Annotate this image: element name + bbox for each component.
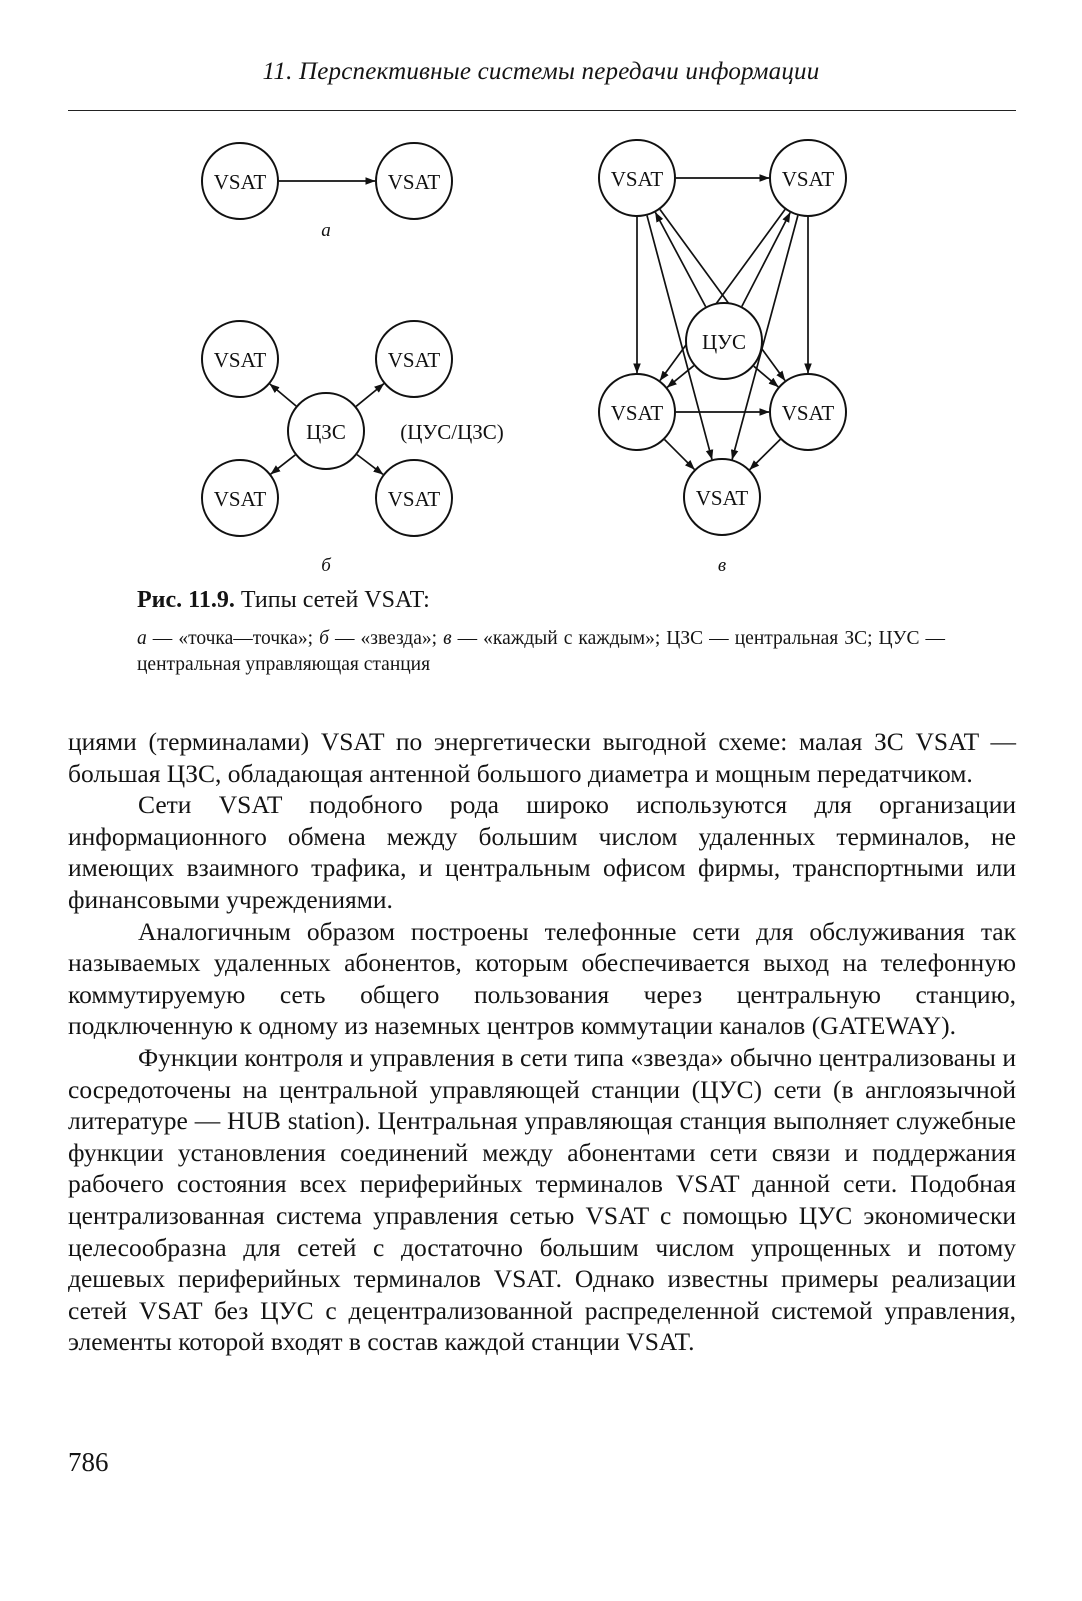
paragraph: Функции контроля и управления в сети типа «звезда» обычно централизованы и сосредоточены на центральной управляющей станции (ЦУС) сети (в англоязычной литературе — HUB station). Центральная управляющая станция выполняет служебные функции установления соединений между абонентами сети связи и поддержания рабочего состояния всех периферийных терминалов VSAT данной сети. Подобная централизованная система управления сетью VSAT с помощью ЦУС экономически целесообразна для сетей с достаточно большим числом упрощенных и потому дешевых периферийных терминалов VSAT. Однако известны примеры реализации сетей VSAT без ЦУС с децентрализованной распределенной системой управления, элементы которой входят в состав каждой станции VSAT.	[68, 1042, 1016, 1357]
figure-caption-legend	[137, 626, 945, 678]
connection-arrow	[270, 384, 296, 406]
connection-arrow	[754, 366, 778, 387]
hub-alt-label: (ЦУС/ЦЗС)	[400, 420, 504, 444]
station-label: VSAT	[781, 167, 835, 191]
paragraph: Аналогичным образом построены телефонные сети для обслуживания так называемых удаленных абонентов, которым обеспечивается выход на телефонную коммутируемую сеть общего пользования через центральную станцию, подключенную к одному из наземных центров коммутации каналов (GATEWAY).	[68, 916, 1016, 1041]
station-node	[684, 459, 760, 535]
station-label: VSAT	[610, 401, 664, 425]
figure-title: Типы сетей VSAT:	[240, 587, 430, 613]
legend-text-a: — «точка—точка»;	[146, 628, 320, 649]
station-node	[202, 321, 278, 397]
page-number: 786	[68, 1447, 109, 1477]
station-label: VSAT	[387, 487, 441, 511]
station-label: VSAT	[213, 487, 267, 511]
station-label: ЦУС	[701, 330, 747, 354]
legend-text-b: — «звезда»;	[328, 628, 444, 649]
running-header: 11. Перспективные системы передачи информации	[262, 58, 820, 85]
station-node	[202, 460, 278, 536]
panel-label-a: а	[321, 220, 331, 241]
connection-arrow	[356, 384, 384, 407]
station-label: VSAT	[695, 486, 749, 510]
connection-arrow	[750, 439, 781, 469]
body-text	[68, 726, 1016, 1358]
legend-letter-a: а	[137, 628, 147, 649]
paragraph: циями (терминалами) VSAT по энергетически выгодной схеме: малая ЗС VSAT — большая ЦЗС, обладающая антенной большого диаметра и мощным передатчиком.	[68, 727, 1016, 788]
figure-number: Рис. 11.9.	[137, 587, 235, 613]
station-node	[376, 143, 452, 219]
station-label: VSAT	[387, 348, 441, 372]
station-node	[770, 374, 846, 450]
legend-text-c: — «каждый с каждым»; ЦЗС — центральная ЗС; ЦУС — центральная управляющая станция	[137, 628, 945, 675]
station-label: ЦЗС	[306, 420, 346, 444]
station-node	[599, 140, 675, 216]
station-label: VSAT	[213, 170, 267, 194]
station-node	[376, 321, 452, 397]
station-label: VSAT	[213, 348, 267, 372]
station-node	[770, 140, 846, 216]
vsat-network-figure	[0, 0, 1082, 580]
station-node	[599, 374, 675, 450]
station-node	[376, 460, 452, 536]
connection-arrow	[357, 455, 383, 475]
paragraph: Сети VSAT подобного рода широко используются для организации информационного обмена между большим числом удаленных терминалов, не имеющих взаимного трафика, и центральным офисом фирмы, транспортными или финансовыми учреждениями.	[68, 790, 1016, 914]
station-node	[686, 303, 762, 379]
legend-letter-b: б	[319, 628, 329, 649]
station-node	[202, 143, 278, 219]
station-node	[288, 393, 364, 469]
connection-arrow	[271, 455, 295, 474]
legend-letter-c: в	[443, 628, 452, 649]
station-label: VSAT	[781, 401, 835, 425]
station-label: VSAT	[610, 167, 664, 191]
figure-caption-title	[137, 587, 430, 614]
panel-label-b: б	[321, 555, 331, 576]
panel-label-c: в	[717, 555, 727, 576]
connection-arrow	[665, 440, 695, 470]
station-label: VSAT	[387, 170, 441, 194]
connection-arrow	[655, 212, 705, 306]
